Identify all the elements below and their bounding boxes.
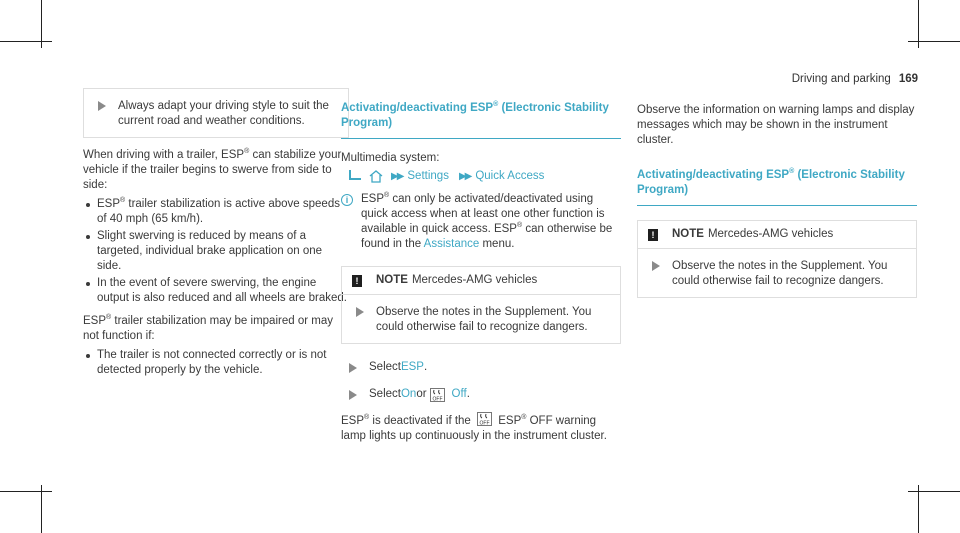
triangle-bullet-icon [356,307,364,317]
action-select-on-off: Select On or OFF Off . [341,387,621,402]
note-title: Mercedes-AMG vehicles [707,228,834,240]
arrow-right-icon [349,170,361,180]
advice-box [83,88,349,138]
triangle-bullet-icon [349,363,357,373]
crop-mark [908,491,960,492]
advice-text: Always adapt your driving style to suit the current road and weather conditions. [118,100,329,127]
nav-quick-access[interactable]: Quick Access [475,170,545,182]
home-icon [369,170,383,183]
nav-settings[interactable]: Settings [407,170,449,182]
crop-mark [918,485,919,533]
nav-path [341,169,621,184]
trailer-paragraph: When driving with a trailer, ESP® can stabilize your vehicle if the trailer begins to swerve from side to side: [83,148,342,191]
note-label: NOTE [376,274,408,286]
triangle-bullet-icon [349,390,357,400]
note-title: Mercedes-AMG vehicles [411,274,538,286]
note-box [637,220,917,298]
warning-icon: ! [648,229,658,241]
list-item: In the event of severe swerving, the engine output is also reduced and all wheels are braked. [83,276,349,306]
note-body [342,295,620,343]
note-body [638,249,916,297]
assistance-link[interactable]: Assistance [423,238,480,250]
section-heading: Activating/deactivating ESP® (Electronic Stability Program) [637,168,917,206]
chevron-double-icon: ▶▶ [391,171,403,182]
note-label: NOTE [672,228,704,240]
list-item: The trailer is not connected correctly or is not detected properly by the vehicle. [83,348,349,378]
list-item: ESP® trailer stabilization is active above speeds of 40 mph (65 km/h). [83,197,349,227]
action-select-esp: Select ESP . [341,360,621,375]
column-middle [341,101,621,444]
esp-off-icon [477,412,492,426]
svg-text:OFF: OFF [479,420,490,426]
on-option[interactable]: On [400,388,417,400]
triangle-bullet-icon [652,261,660,271]
list-item: Slight swerving is reduced by means of a targeted, individual brake application on one side. [83,229,349,274]
warning-lamp-paragraph: Observe the information on warning lamps and display messages which may be shown in the instrument cluster. [637,104,915,146]
note-text: Observe the notes in the Supplement. You could otherwise fail to recognize dangers. [672,260,888,287]
info-text: ESP® can only be activated/deactivated using quick access when at least one other function is available in quick access. ESP® can otherwise be found in the Assistance menu. [361,192,613,250]
warning-icon: ! [352,275,362,287]
column-left [83,88,349,378]
esp-option[interactable]: ESP [400,361,424,373]
note-header [342,267,620,295]
triangle-bullet-icon [98,101,106,111]
page-header [792,72,918,87]
info-icon: i [341,194,353,206]
off-option[interactable]: Off [451,388,467,400]
deactivated-paragraph: ESP® is deactivated if the OFF ESP® OFF warning lamp lights up continuously in the instrument cluster. [341,414,607,442]
note-text: Observe the notes in the Supplement. You could otherwise fail to recognize dangers. [376,306,592,333]
crop-mark [41,485,42,533]
section-heading: Activating/deactivating ESP® (Electronic Stability Program) [341,101,621,139]
impaired-list [83,348,349,378]
impaired-paragraph: ESP® trailer stabilization may be impaired or may not function if: [83,314,333,342]
crop-mark [0,41,52,42]
section-title: Driving and parking [791,73,891,85]
crop-mark [908,41,960,42]
note-header [638,221,916,249]
note-box [341,266,621,344]
info-note [341,192,621,252]
multimedia-label: Multimedia system: [341,152,440,164]
esp-off-icon [430,388,445,402]
trailer-list [83,197,349,306]
crop-mark [0,491,52,492]
svg-text:OFF: OFF [432,396,443,402]
page-number: 169 [898,73,918,85]
chevron-double-icon: ▶▶ [458,171,471,182]
column-right [637,103,917,298]
